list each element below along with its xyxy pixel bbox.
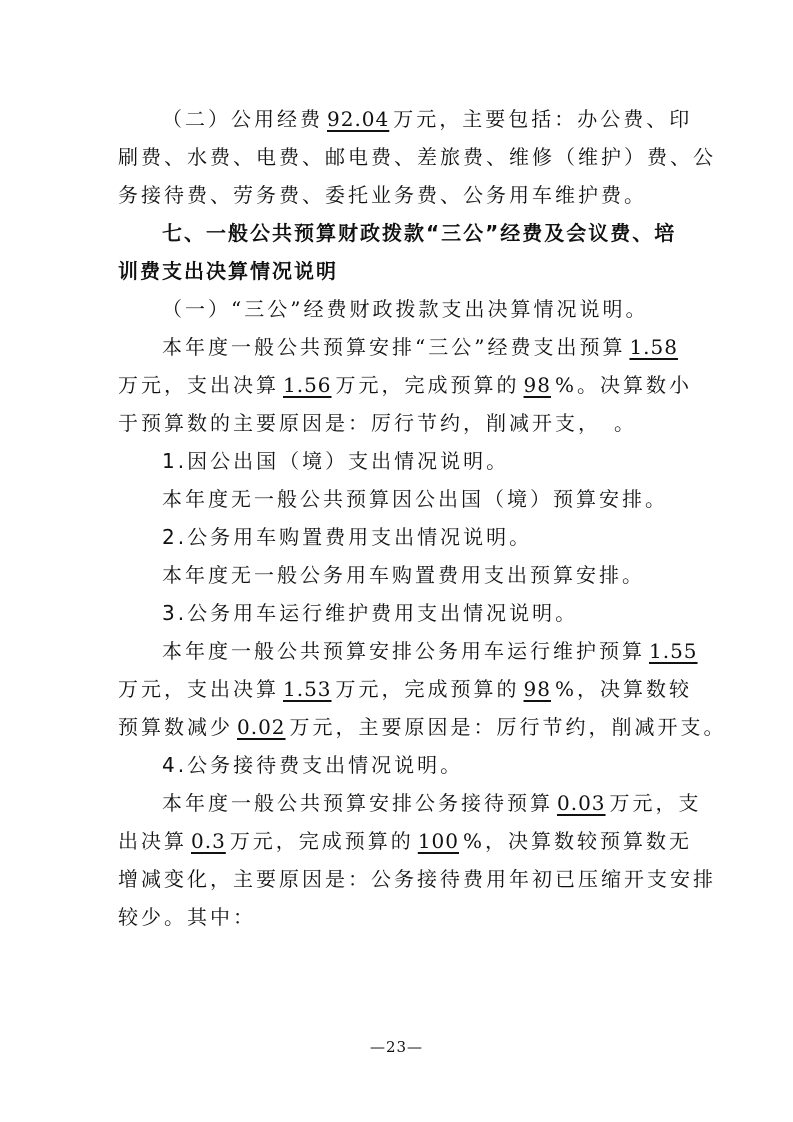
subheading-three-public: （一）“三公”经费财政拨款支出决算情况说明。 xyxy=(162,297,649,321)
para-three-public-line-3: 于预算数的主要原因是：厉行节约，削减开支， 。 xyxy=(118,411,637,435)
para-reception-line-1 xyxy=(118,784,702,822)
text-segment: 万元，主要包括：办公费、印 xyxy=(393,107,693,131)
para-reception-line-2 xyxy=(118,822,693,860)
text-segment: 万元，支 xyxy=(609,791,702,815)
amount-reception-actual: 0.3 xyxy=(191,829,226,853)
amount-vehicle-actual: 1.53 xyxy=(283,677,332,701)
item-heading-overseas: 1.因公出国（境）支出情况说明。 xyxy=(162,449,510,473)
amount-three-public-actual: 1.56 xyxy=(283,373,332,397)
percent-three-public: 98 xyxy=(523,373,551,397)
percent-vehicle: 98 xyxy=(523,677,551,701)
text-segment: 万元，完成预算的 xyxy=(229,829,414,853)
text-segment: %。决算数小 xyxy=(554,373,692,397)
page-number: —23— xyxy=(369,1038,424,1056)
item-heading-vehicle-purchase: 2.公务用车购置费用支出情况说明。 xyxy=(162,525,533,549)
para-public-funds-line-1 xyxy=(118,100,693,138)
text-segment: 本年度一般公共预算安排“三公”经费支出预算 xyxy=(162,335,626,359)
text-segment: 出决算 xyxy=(118,829,187,853)
text-segment: 万元，完成预算的 xyxy=(335,373,520,397)
amount-reception-budget: 0.03 xyxy=(557,791,606,815)
amount-vehicle-budget: 1.55 xyxy=(649,639,698,663)
text-segment: 本年度一般公共预算安排公务用车运行维护预算 xyxy=(162,639,645,663)
para-vehicle-operation-line-3 xyxy=(118,708,727,746)
item-heading-vehicle-operation: 3.公务用车运行维护费用支出情况说明。 xyxy=(162,601,579,625)
para-three-public-line-2 xyxy=(118,366,692,404)
para-vehicle-purchase: 本年度无一般公务用车购置费用支出预算安排。 xyxy=(162,563,645,587)
text-segment: 万元，主要原因是：厉行节约，削减开支。 xyxy=(289,715,727,739)
text-segment: 万元，完成预算的 xyxy=(335,677,520,701)
para-public-funds-line-3: 务接待费、劳务费、委托业务费、公务用车维护费。 xyxy=(118,183,647,207)
text-segment: 预算数减少 xyxy=(118,715,233,739)
text-segment: %，决算数较 xyxy=(554,677,692,701)
para-vehicle-operation-line-1 xyxy=(118,632,698,670)
amount-vehicle-decrease: 0.02 xyxy=(237,715,286,739)
text-segment: （二）公用经费 xyxy=(162,107,323,131)
para-reception-line-3: 增减变化，主要原因是：公务接待费用年初已压缩开支安排 xyxy=(118,867,716,891)
text-segment: %，决算数较预算数无 xyxy=(463,829,693,853)
para-three-public-line-1 xyxy=(118,328,678,366)
text-segment: 本年度一般公共预算安排公务接待预算 xyxy=(162,791,553,815)
para-overseas: 本年度无一般公共预算因公出国（境）预算安排。 xyxy=(162,487,668,511)
text-segment: 万元，支出决算 xyxy=(118,677,279,701)
section-heading-seven-line-2: 训费支出决算情况说明 xyxy=(118,259,338,283)
percent-reception: 100 xyxy=(417,829,459,853)
item-heading-reception: 4.公务接待费支出情况说明。 xyxy=(162,753,464,777)
section-heading-seven-line-1: 七、一般公共预算财政拨款“三公”经费及会议费、培 xyxy=(162,221,677,245)
amount-public-funds: 92.04 xyxy=(327,107,390,131)
para-vehicle-operation-line-2 xyxy=(118,670,692,708)
amount-three-public-budget: 1.58 xyxy=(629,335,678,359)
para-reception-line-4: 较少。其中： xyxy=(118,905,256,929)
para-public-funds-line-2: 刷费、水费、电费、邮电费、差旅费、维修（维护）费、公 xyxy=(118,145,716,169)
text-segment: 万元，支出决算 xyxy=(118,373,279,397)
